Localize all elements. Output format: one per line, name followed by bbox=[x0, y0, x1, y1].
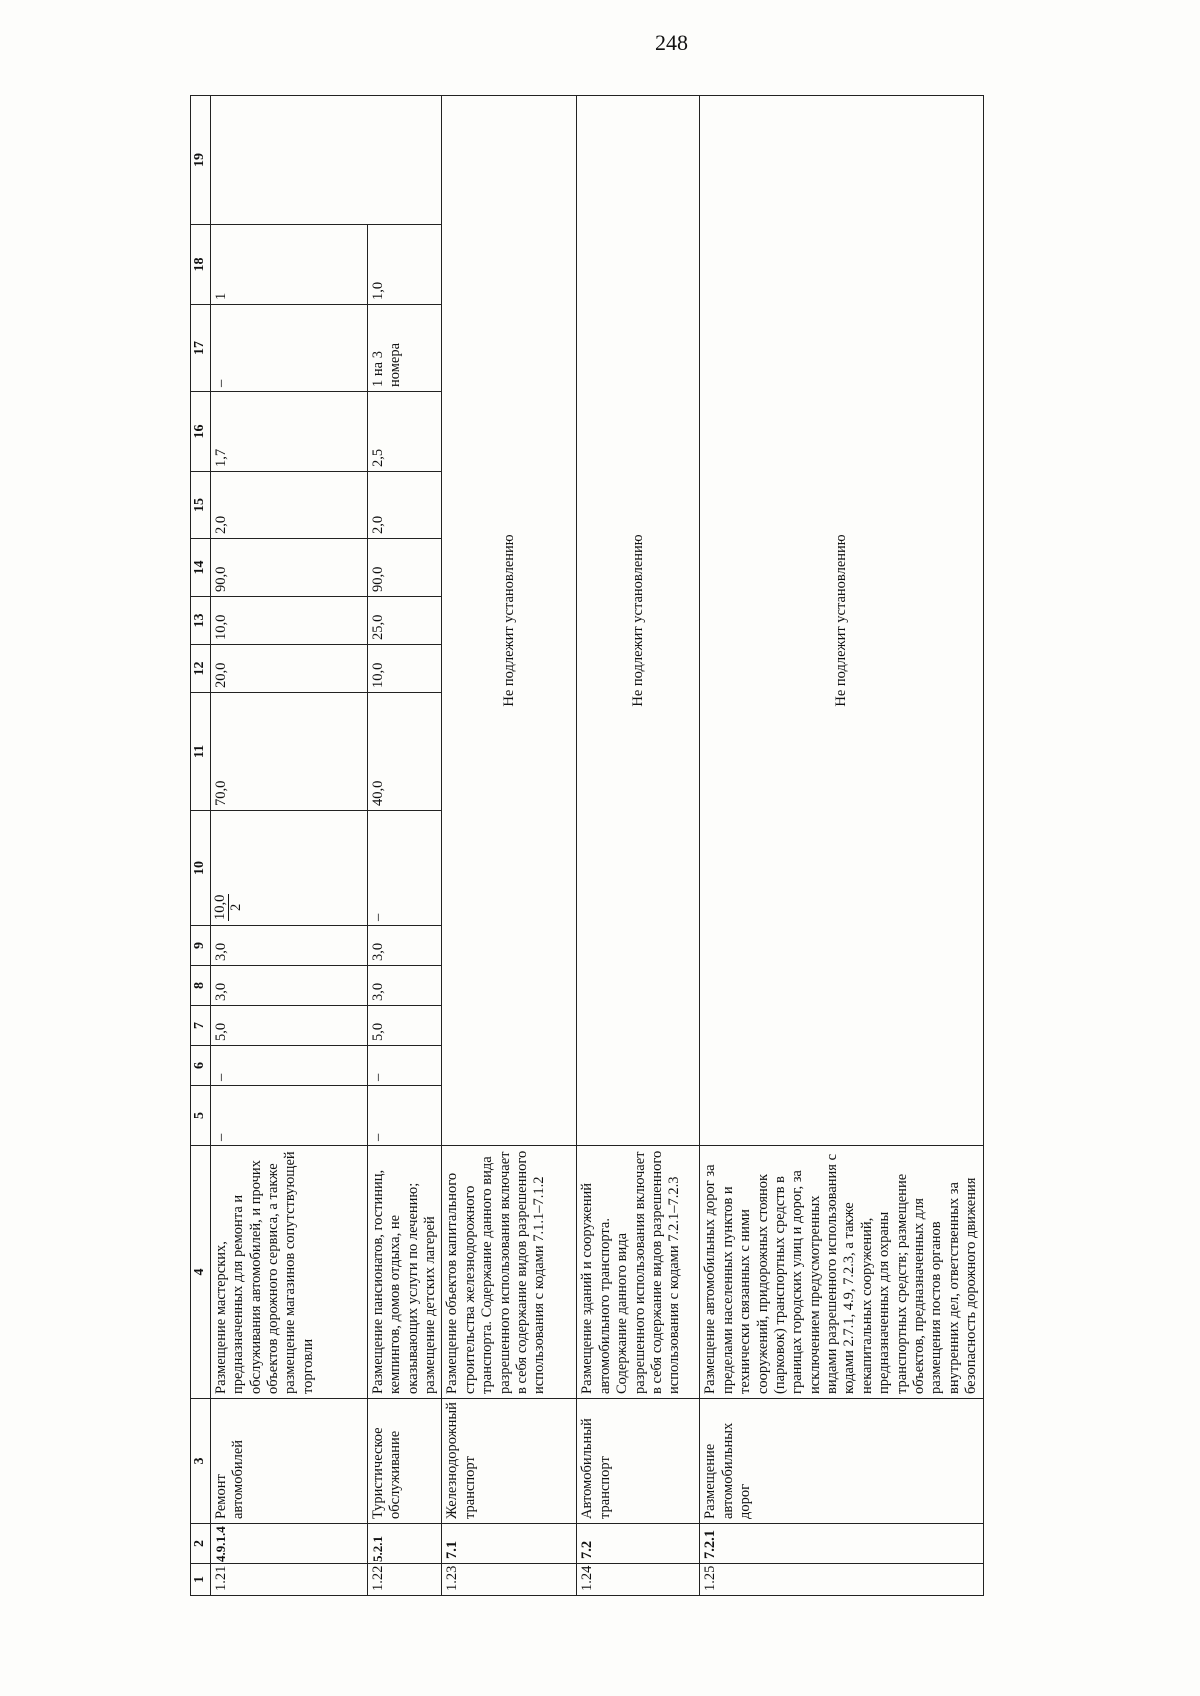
cell-c7: 5,0 bbox=[210, 1006, 367, 1046]
header-1: 1 bbox=[191, 1564, 211, 1596]
header-17: 17 bbox=[191, 305, 211, 392]
header-4: 4 bbox=[191, 1146, 211, 1399]
header-9: 9 bbox=[191, 926, 211, 966]
cell-c16: 1,7 bbox=[210, 392, 367, 472]
vri-code: 7.1 bbox=[442, 1524, 577, 1564]
header-3: 3 bbox=[191, 1399, 211, 1524]
table-row bbox=[367, 96, 442, 1596]
vri-code: 4.9.1.4 bbox=[210, 1524, 367, 1564]
cell-c17: – bbox=[210, 305, 367, 392]
row-number: 1.25 bbox=[700, 1564, 983, 1596]
not-established-cell: Не подлежит установлению bbox=[700, 96, 983, 1146]
cell-c11: 40,0 bbox=[367, 693, 442, 811]
header-8: 8 bbox=[191, 966, 211, 1006]
cell-c18: 1 bbox=[210, 225, 367, 305]
vri-name: Ремонт автомобилей bbox=[210, 1399, 367, 1524]
cell-c10: – bbox=[367, 811, 442, 926]
cell-c5: – bbox=[210, 1086, 367, 1146]
cell-c6: – bbox=[210, 1046, 367, 1086]
vri-description: Размещение пансионатов, гостиниц, кемпингов, домов отдыха, не оказывающих услуги по лечению; размещение детских лагерей bbox=[367, 1146, 442, 1399]
table-row bbox=[442, 96, 577, 1596]
cell-c19 bbox=[210, 96, 442, 225]
table-row bbox=[700, 96, 983, 1596]
not-established-cell: Не подлежит установлению bbox=[442, 96, 577, 1146]
cell-c7: 5,0 bbox=[367, 1006, 442, 1046]
cell-c9: 3,0 bbox=[367, 926, 442, 966]
table-row bbox=[210, 96, 367, 1596]
row-number: 1.24 bbox=[577, 1564, 700, 1596]
header-16: 16 bbox=[191, 392, 211, 472]
header-18: 18 bbox=[191, 225, 211, 305]
cell-c16: 2,5 bbox=[367, 392, 442, 472]
header-7: 7 bbox=[191, 1006, 211, 1046]
cell-c13: 10,0 bbox=[210, 597, 367, 645]
fraction-numerator: 10,0 bbox=[211, 894, 228, 920]
row-number: 1.22 bbox=[367, 1564, 442, 1596]
table-row bbox=[577, 96, 700, 1596]
vri-code: 5.2.1 bbox=[367, 1524, 442, 1564]
cell-c10 bbox=[210, 811, 367, 926]
fraction-denominator: 2 bbox=[228, 903, 245, 911]
cell-c14: 90,0 bbox=[367, 539, 442, 597]
cell-c8: 3,0 bbox=[367, 966, 442, 1006]
vri-name: Железнодорожный транспорт bbox=[442, 1399, 577, 1524]
rotated-table-container bbox=[190, 96, 980, 1596]
vri-code: 7.2 bbox=[577, 1524, 700, 1564]
row-number: 1.21 bbox=[210, 1564, 367, 1596]
header-15: 15 bbox=[191, 472, 211, 539]
page-number: 248 bbox=[655, 30, 688, 55]
cell-c9: 3,0 bbox=[210, 926, 367, 966]
header-11: 11 bbox=[191, 693, 211, 811]
cell-c15: 2,0 bbox=[367, 472, 442, 539]
header-13: 13 bbox=[191, 597, 211, 645]
vri-description: Размещение мастерских, предназначенных для ремонта и обслуживания автомобилей, и прочих объектов дорожного сервиса, а также размещение магазинов сопутствующей торговли bbox=[210, 1146, 367, 1399]
not-established-cell: Не подлежит установлению bbox=[577, 96, 700, 1146]
header-5: 5 bbox=[191, 1086, 211, 1146]
vri-description: Размещение зданий и сооружений автомобильного транспорта. Содержание данного вида разрешенного использования включает в себя содержание видов разрешенного использования с кодами 7.2.1–7.2.3 bbox=[577, 1146, 700, 1399]
cell-c14: 90,0 bbox=[210, 539, 367, 597]
header-12: 12 bbox=[191, 645, 211, 693]
cell-c18: 1,0 bbox=[367, 225, 442, 305]
regulations-table bbox=[190, 95, 984, 1596]
header-14: 14 bbox=[191, 539, 211, 597]
fraction bbox=[213, 894, 244, 921]
header-2: 2 bbox=[191, 1524, 211, 1564]
header-10: 10 bbox=[191, 811, 211, 926]
cell-c12: 20,0 bbox=[210, 645, 367, 693]
row-number: 1.23 bbox=[442, 1564, 577, 1596]
cell-c11: 70,0 bbox=[210, 693, 367, 811]
vri-name: Размещение автомобильных дорог bbox=[700, 1399, 983, 1524]
header-6: 6 bbox=[191, 1046, 211, 1086]
cell-c6: – bbox=[367, 1046, 442, 1086]
vri-code: 7.2.1 bbox=[700, 1524, 983, 1564]
vri-description: Размещение объектов капитального строительства железнодорожного транспорта. Содержание данного вида разрешенного использования включает в себя содержание видов разрешенного использования с кодами 7.1.1–7.1.2 bbox=[442, 1146, 577, 1399]
vri-name: Автомобильный транспорт bbox=[577, 1399, 700, 1524]
vri-name: Туристическое обслуживание bbox=[367, 1399, 442, 1524]
header-row bbox=[191, 96, 211, 1596]
cell-c15: 2,0 bbox=[210, 472, 367, 539]
cell-c13: 25,0 bbox=[367, 597, 442, 645]
cell-c17: 1 на 3 номера bbox=[367, 305, 442, 392]
cell-c5: – bbox=[367, 1086, 442, 1146]
header-19: 19 bbox=[191, 96, 211, 225]
vri-description: Размещение автомобильных дорог за пределами населенных пунктов и технически связанных с ними сооружений, придорожных стоянок (парковок) транспортных средств в границах городских улиц и дорог, за исключением предусмотренных видами разрешенного использования с кодами 2.7.1, 4.9, 7.2.3, а также некапитальных сооружений, предназначенных для охраны транспортных средств; размещение объектов, предназначенных для размещения постов органов внутренних дел, ответственных за безопасность дорожного движения bbox=[700, 1146, 983, 1399]
cell-c8: 3,0 bbox=[210, 966, 367, 1006]
cell-c12: 10,0 bbox=[367, 645, 442, 693]
